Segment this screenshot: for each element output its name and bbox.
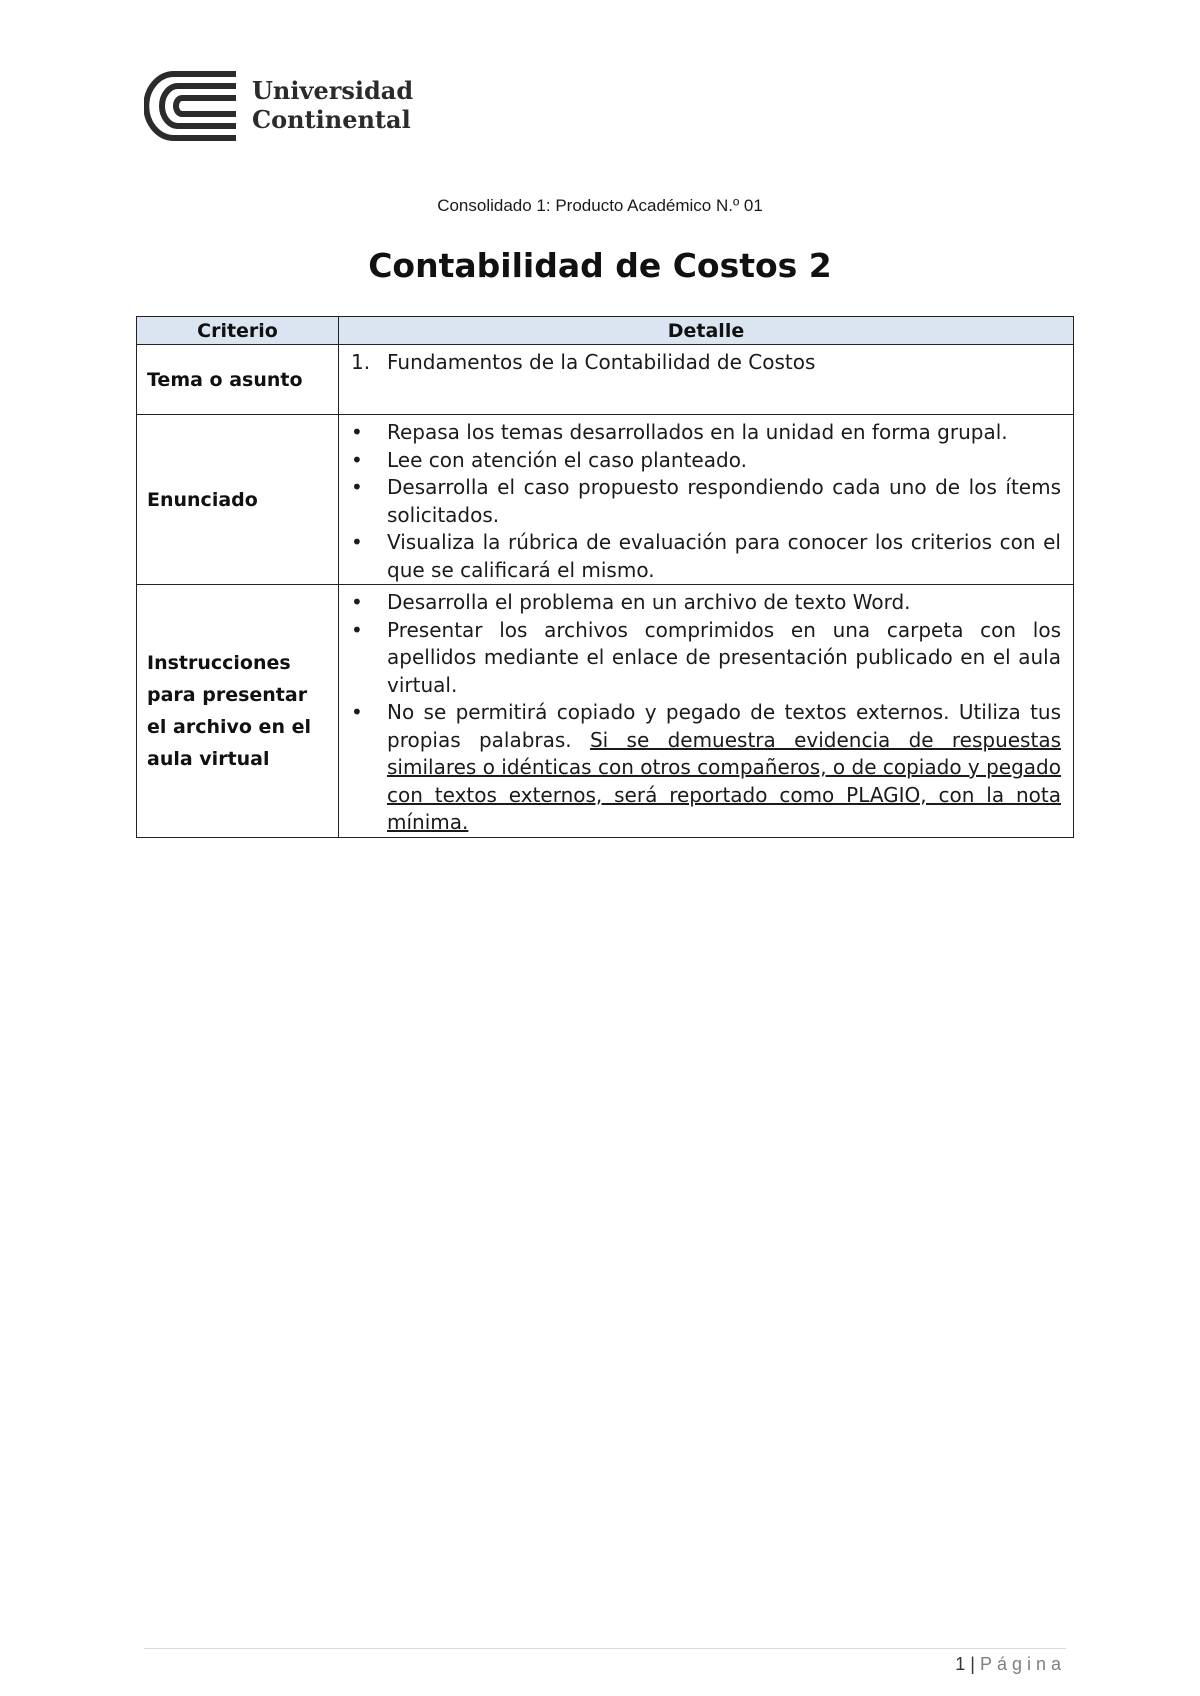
detail-cell <box>339 585 1074 838</box>
page-number: 1 <box>955 1654 966 1674</box>
list-item-text: Desarrolla el problema en un archivo de texto Word. <box>387 590 911 614</box>
list-item <box>351 589 1061 617</box>
header-criterio: Criterio <box>137 317 339 345</box>
list-marker: 1. <box>351 350 371 374</box>
page-label: Página <box>979 1654 1066 1674</box>
detail-cell <box>339 345 1074 415</box>
table-header-row <box>137 317 1074 345</box>
logo-wordmark <box>252 76 413 134</box>
document-subtitle: Consolidado 1: Producto Académico N.º 01 <box>437 196 763 215</box>
bullet-icon: • <box>351 420 363 444</box>
list-item <box>351 529 1061 584</box>
list-item-text: Repasa los temas desarrollados en la unidad en forma grupal. <box>387 420 1008 444</box>
list-item <box>351 699 1061 837</box>
bullet-icon: • <box>351 590 363 614</box>
criteria-table <box>136 316 1074 838</box>
header-detalle: Detalle <box>339 317 1074 345</box>
list-item-text: No se permitirá copiado y pegado de textos externos. Utiliza tus propias palabras. <box>387 700 1061 752</box>
footer-separator: | <box>970 1654 975 1674</box>
bullet-icon: • <box>351 700 363 724</box>
list-item <box>351 419 1061 447</box>
list-item-text: Visualiza la rúbrica de evaluación para conocer los criterios con el que se calificará el mismo. <box>387 530 1061 582</box>
university-logo <box>144 70 414 142</box>
logo-mark-icon <box>144 70 240 142</box>
logo-line-1: Universidad <box>252 76 414 105</box>
table-row <box>137 585 1074 838</box>
detail-list <box>351 589 1061 837</box>
criterion-cell: Enunciado <box>137 415 339 585</box>
list-item-text: Lee con atención el caso planteado. <box>387 447 747 472</box>
list-item-text: Presentar los archivos comprimidos en una carpeta con los apellidos mediante el enlace de presentación publicado en el aula virtual. <box>387 617 1061 697</box>
list-item <box>351 617 1061 700</box>
table-row <box>137 345 1074 415</box>
document-title: Contabilidad de Costos 2 <box>368 246 832 285</box>
page-footer <box>955 1654 1066 1675</box>
detail-list <box>351 349 1061 377</box>
criterion-cell: Instrucciones para presentar el archivo en el aula virtual <box>137 585 339 838</box>
detail-cell <box>339 415 1074 585</box>
criterion-cell: Tema o asunto <box>137 345 339 415</box>
list-item-text: Desarrolla el caso propuesto respondiendo cada uno de los ítems solicitados. <box>387 475 1061 527</box>
bullet-icon: • <box>351 475 363 499</box>
table-row <box>137 415 1074 585</box>
list-item-text: Fundamentos de la Contabilidad de Costos <box>387 350 816 374</box>
detail-list <box>351 419 1061 584</box>
list-item <box>351 474 1061 529</box>
bullet-icon: • <box>351 530 363 554</box>
plagiarism-warning-text: Si se demuestra evidencia de respuestas similares o idénticas con otros compañeros, o de copiado y pegado con textos externos, será reportado como PLAGIO, con la nota mínima. <box>387 727 1061 834</box>
footer-divider <box>144 1648 1066 1649</box>
list-item <box>351 447 1061 475</box>
bullet-icon: • <box>351 617 363 642</box>
list-item <box>351 349 1061 377</box>
logo-line-2: Continental <box>252 105 411 134</box>
bullet-icon: • <box>351 447 363 472</box>
